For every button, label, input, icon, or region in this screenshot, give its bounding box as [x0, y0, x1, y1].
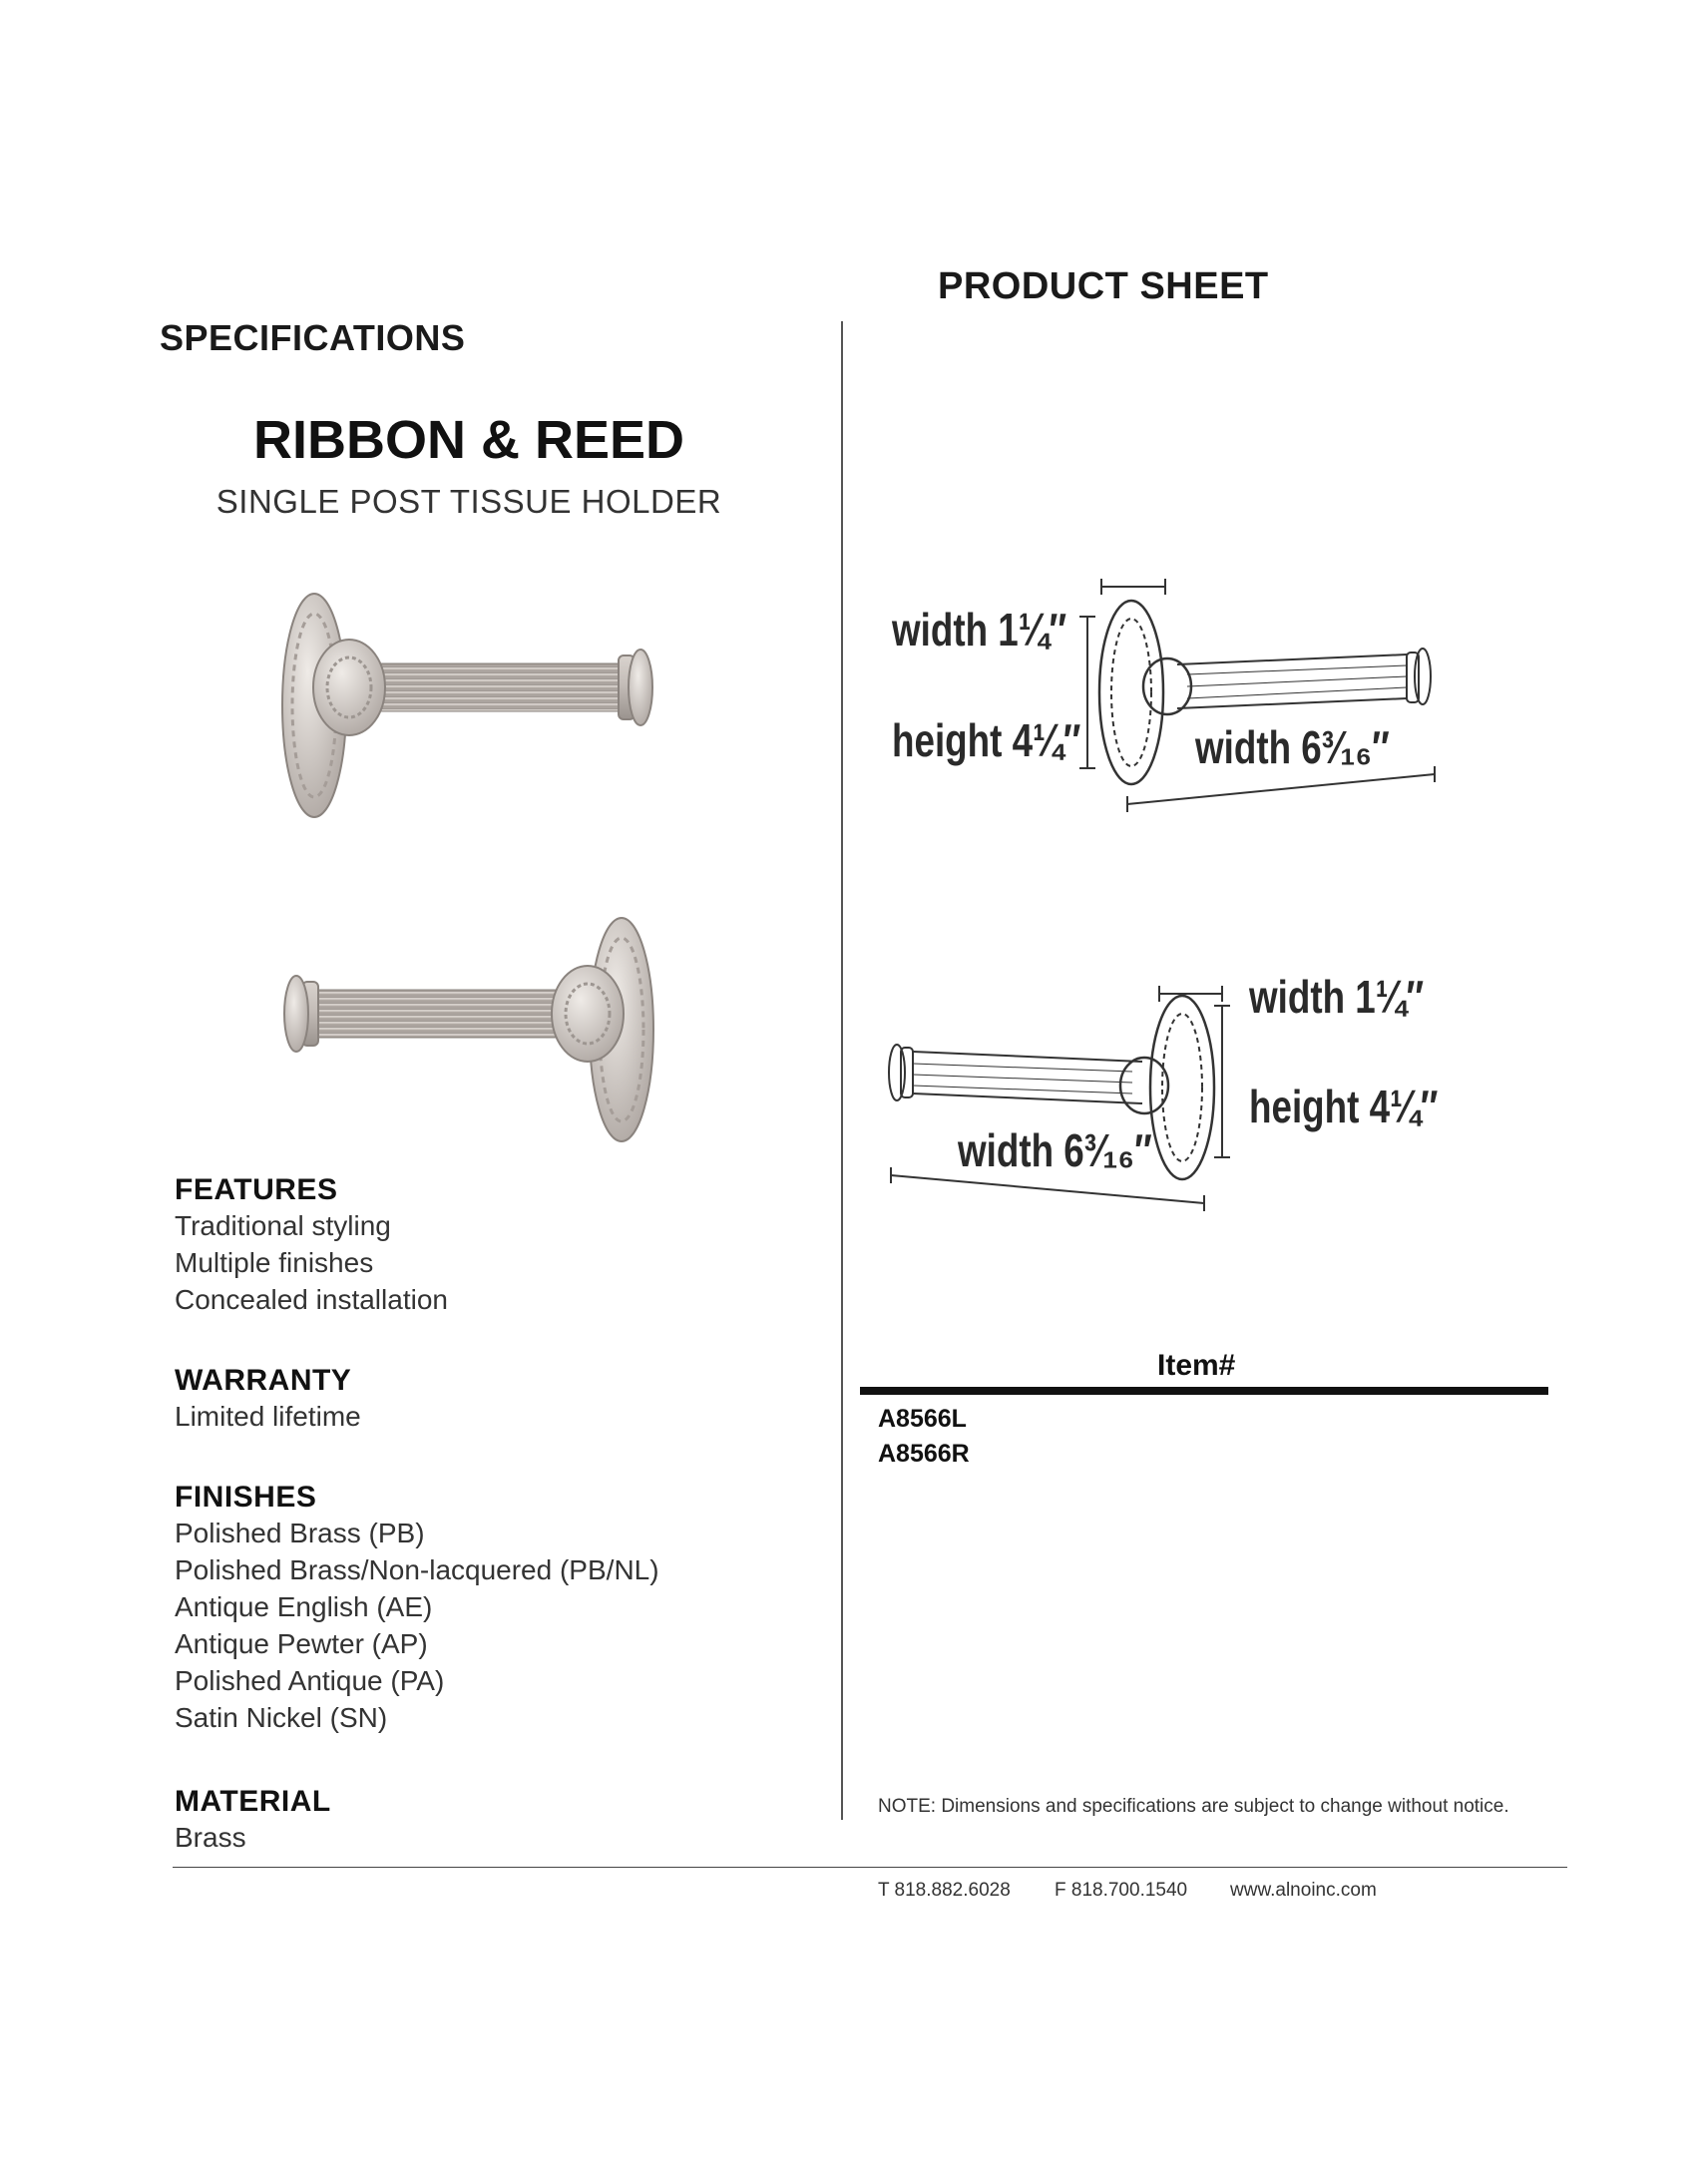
contact-phone: T 818.882.6028	[878, 1880, 1011, 1901]
finishes-heading: FINISHES	[175, 1481, 317, 1514]
dimension-diagram-right-mount	[883, 978, 1242, 1217]
warranty-section	[175, 1364, 361, 1435]
dim-bottom-height: height 4¼″	[1249, 1081, 1439, 1132]
item-table-rule	[860, 1387, 1548, 1395]
product-title: RIBBON & REED	[252, 410, 685, 470]
material-item: Brass	[175, 1822, 246, 1853]
item-number-heading: Item#	[1157, 1349, 1236, 1382]
dim-top-plate-width: width 1¼″	[892, 604, 1067, 655]
warranty-heading: WARRANTY	[175, 1364, 352, 1397]
dim-bottom-plate-width: width 1¼″	[1249, 971, 1425, 1023]
product-photo-right-mount	[274, 908, 673, 1152]
dim-top-total-width: width 6³⁄₁₆″	[1195, 721, 1390, 773]
finish-item: Antique Pewter (AP)	[175, 1628, 428, 1659]
feature-item: Multiple finishes	[175, 1247, 374, 1278]
dim-top-height: height 4¼″	[892, 714, 1081, 766]
finish-item: Satin Nickel (SN)	[175, 1702, 388, 1733]
item-code: A8566R	[878, 1440, 970, 1468]
feature-item: Concealed installation	[175, 1284, 448, 1315]
material-heading: MATERIAL	[175, 1785, 331, 1818]
finish-item: Polished Brass/Non-lacquered (PB/NL)	[175, 1554, 659, 1585]
finishes-section	[175, 1481, 659, 1736]
column-divider	[841, 321, 843, 1820]
specifications-heading: SPECIFICATIONS	[160, 317, 466, 358]
product-subtitle: SINGLE POST TISSUE HOLDER	[215, 483, 722, 520]
product-sheet-heading: PRODUCT SHEET	[938, 265, 1269, 307]
dimension-diagram-left-mount	[1077, 569, 1447, 828]
product-photo-left-mount	[269, 584, 668, 828]
footer-rule	[173, 1867, 1567, 1868]
contact-fax: F 818.700.1540	[1055, 1880, 1188, 1901]
contact-website[interactable]: www.alnoinc.com	[1230, 1880, 1377, 1901]
finish-item: Polished Antique (PA)	[175, 1665, 445, 1696]
material-section	[175, 1785, 331, 1856]
finish-item: Polished Brass (PB)	[175, 1518, 425, 1548]
warranty-item: Limited lifetime	[175, 1401, 361, 1432]
features-heading: FEATURES	[175, 1173, 338, 1206]
feature-item: Traditional styling	[175, 1210, 391, 1241]
disclaimer-note: NOTE: Dimensions and specifications are subject to change without notice.	[878, 1796, 1509, 1817]
features-section	[175, 1173, 448, 1318]
finish-item: Antique English (AE)	[175, 1591, 433, 1622]
dim-bottom-total-width: width 6³⁄₁₆″	[958, 1124, 1152, 1176]
item-code: A8566L	[878, 1405, 967, 1433]
